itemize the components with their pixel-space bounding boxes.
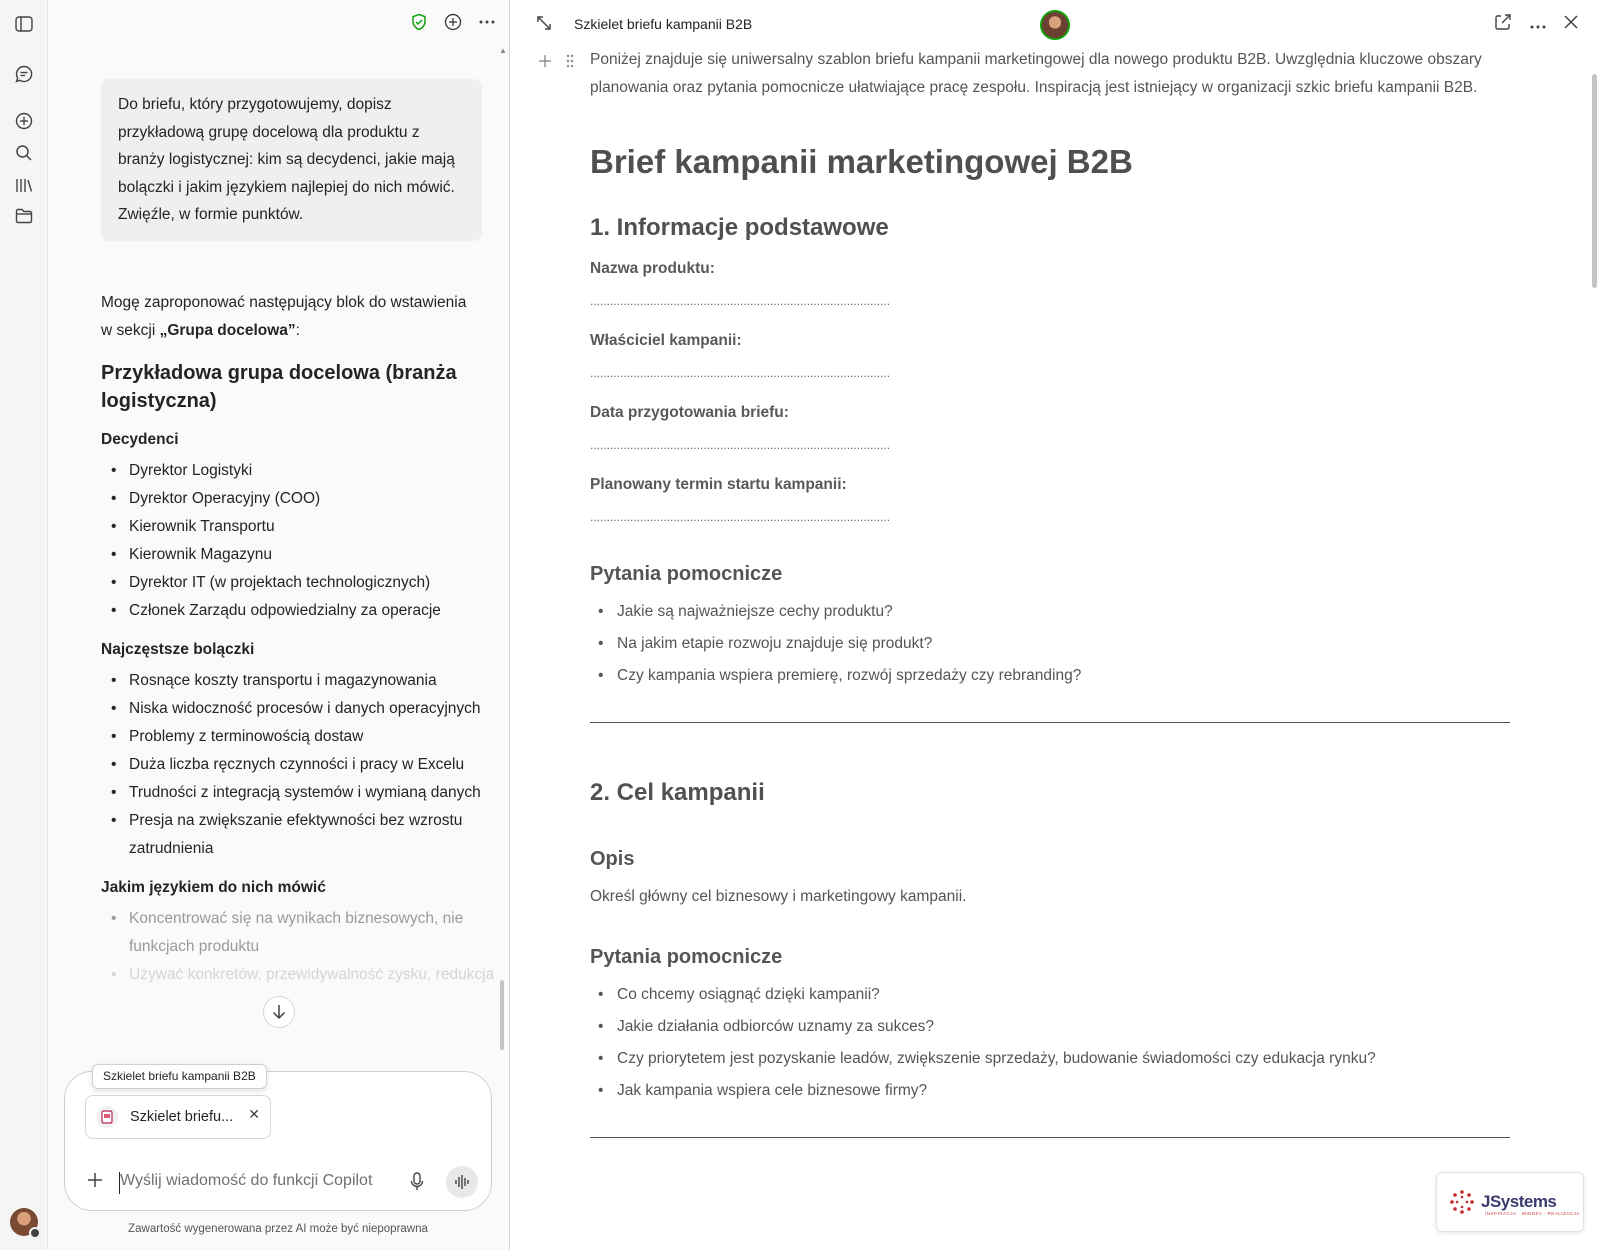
list-item: • Niska widoczność procesów i danych operacyjnych [101,695,481,723]
document-actions [1494,13,1578,36]
decision-makers-list [101,457,481,625]
reply-section-title: Najczęstsze bolączki [101,641,255,658]
message-input[interactable] [120,1172,420,1190]
list-item: • Presja na zwiększanie efektywności bez wzrostu zatrudnienia [101,807,481,863]
list-item[interactable]: • Czy priorytetem jest pozyskanie leadów, zwiększenie sprzedaży, budowanie świadomości czy edukacja rynku? [590,1043,1510,1075]
field-label[interactable]: Nazwa produktu: [590,260,715,277]
list-item: • Problemy z terminowością dostaw [101,723,481,751]
reply-intro [101,289,481,345]
section-heading[interactable]: 1. Informacje podstawowe [590,214,889,241]
microphone-icon[interactable] [410,1172,424,1197]
jsystems-watermark [1436,1172,1584,1232]
expand-icon[interactable] [536,15,552,36]
attachment-label: Szkielet briefu... [130,1109,234,1125]
chat-toolbar [409,12,497,32]
reply-intro-suffix: : [295,322,300,339]
document-scrollbar-thumb[interactable] [1592,74,1597,288]
subsection-heading[interactable]: Pytania pomocnicze [590,563,783,585]
user-message: Do briefu, który przygotowujemy, dopisz przykładową grupę docelową dla produktu z branży logistycznej: kim są decydenci, jakie mają bolączki i jakim językiem najlepiej do nich mówić. Zwięźle, w formie punktów. [101,79,482,241]
list-item: • Kierownik Transportu [101,513,481,541]
scroll-to-bottom-button[interactable] [263,996,295,1028]
field-label[interactable]: Planowany termin startu kampanii: [590,476,847,493]
sidebar-toggle-icon[interactable] [12,12,36,36]
list-item[interactable]: • Czy kampania wspiera premierę, rozwój sprzedaży czy rebranding? [590,660,1510,692]
composer-row [64,1166,492,1202]
list-item[interactable]: • Co chcemy osiągnąć dzięki kampanii? [590,979,1510,1011]
list-item: • Rosnące koszty transportu i magazynowania [101,667,481,695]
section-divider [590,1137,1510,1138]
chat-scrollbar[interactable] [499,46,507,1050]
list-item[interactable]: • Na jakim etapie rozwoju znajduje się produkt? [590,628,1510,660]
folder-icon[interactable] [12,204,36,228]
voice-wave-icon [454,1174,470,1190]
reply-heading: Przykładowa grupa docelowa (branża logistyczna) [101,362,457,412]
fill-line[interactable]: .......................................................................................... [590,366,891,380]
drag-handle-icon[interactable] [566,54,574,73]
add-block-icon[interactable] [538,54,552,73]
more-options-icon[interactable] [1530,16,1546,34]
list-item: • Dyrektor Logistyki [101,457,481,485]
scroll-up-arrow-icon[interactable]: ▲ [499,46,507,55]
field-label[interactable]: Właściciel kampanii: [590,332,742,349]
list-item: • Trudności z integracją systemów i wymianą danych [101,779,481,807]
language-list [101,905,495,983]
list-item: • Używać konkretów, przewidywalność zysku, redukcja [101,961,481,983]
list-item: • Duża liczba ręcznych czynności i pracy w Excelu [101,751,481,779]
text-caret [119,1172,120,1194]
status-badge-icon [29,1227,41,1239]
document-heading[interactable]: Brief kampanii marketingowej B2B [590,143,1133,180]
assistant-reply [101,289,495,983]
left-rail [0,0,48,1250]
close-icon[interactable] [1564,15,1578,34]
new-chat-icon[interactable] [12,109,36,133]
subsection-heading[interactable]: Pytania pomocnicze [590,946,783,968]
field-label[interactable]: Data przygotowania briefu: [590,404,789,421]
list-item[interactable]: • Jak kampania wspiera cele biznesowe firmy? [590,1075,1510,1107]
fill-line[interactable]: .......................................................................................... [590,438,891,452]
block-handle[interactable] [538,54,574,73]
new-chat-plus-icon[interactable] [443,12,463,32]
library-icon[interactable] [12,173,36,197]
list-item: • Dyrektor Operacyjny (COO) [101,485,481,513]
attachment-tooltip: Szkielet briefu kampanii B2B [92,1064,267,1089]
questions-list [590,596,1510,692]
document-title: Szkielet briefu kampanii B2B [574,16,753,32]
section-heading[interactable]: 2. Cel kampanii [590,779,765,806]
document-pane [510,0,1600,1250]
reply-section-title: Decydenci [101,431,179,448]
collaborator-avatar[interactable] [1040,10,1070,40]
document-toolbar [510,0,1600,48]
arrow-down-icon [272,1004,286,1020]
ai-disclaimer: Zawartość wygenerowana przez AI może być niepoprawna [128,1223,428,1235]
reply-section-title: Jakim językiem do nich mówić [101,879,326,896]
questions-list [590,979,1510,1107]
remove-attachment-icon[interactable]: ✕ [248,1106,260,1122]
list-item: • Kierownik Magazynu [101,541,481,569]
shield-check-icon[interactable] [409,12,429,32]
search-icon[interactable] [12,141,36,165]
reply-intro-bold: „Grupa docelowa” [159,322,296,339]
list-item: • Koncentrować się na wynikach biznesowych, nie funkcjach produktu [101,905,481,961]
document-content [590,46,1510,1138]
list-item[interactable]: • Jakie są najważniejsze cechy produktu? [590,596,1510,628]
fill-line[interactable]: .......................................................................................... [590,294,891,308]
voice-mode-button[interactable] [446,1166,478,1198]
jsystems-logo-icon [1449,1189,1475,1215]
list-item: • Członek Zarządu odpowiedzialny za operacje [101,597,481,625]
paragraph[interactable]: Określ główny cel biznesowy i marketingowy kampanii. [590,888,967,905]
add-attachment-icon[interactable] [86,1171,104,1194]
list-item: • Dyrektor IT (w projektach technologicznych) [101,569,481,597]
share-icon[interactable] [1494,13,1512,36]
list-item[interactable]: • Jakie działania odbiorców uznamy za sukces? [590,1011,1510,1043]
fill-line[interactable]: .......................................................................................... [590,510,891,524]
copilot-chat-pane [48,0,509,1250]
more-options-icon[interactable] [477,12,497,32]
reply-intro-prefix: Mogę zaproponować następujący blok do wstawienia w sekcji [101,294,467,339]
chat-scrollbar-thumb[interactable] [500,980,504,1050]
loop-document-icon [96,1106,118,1128]
section-divider [590,722,1510,723]
pain-points-list [101,667,481,863]
jsystems-name: JSystems [1481,1192,1557,1211]
subsection-heading[interactable]: Opis [590,848,635,870]
attachment-chip[interactable] [85,1095,271,1139]
chat-icon[interactable] [12,62,36,86]
user-avatar[interactable] [10,1208,38,1236]
document-lead[interactable]: Poniżej znajduje się uniwersalny szablon briefu kampanii marketingowej dla nowego produktu B2B. Uwzględnia kluczowe obszary planowania oraz pytania pomocnicze ułatwiające pracę zespołu. Inspiracją jest istniejący w organizacji szkic briefu kampanii B2B. [590,51,1482,96]
jsystems-tagline: INSPIRACJA · WIEDZA · REALIZACJA [1485,1211,1580,1216]
